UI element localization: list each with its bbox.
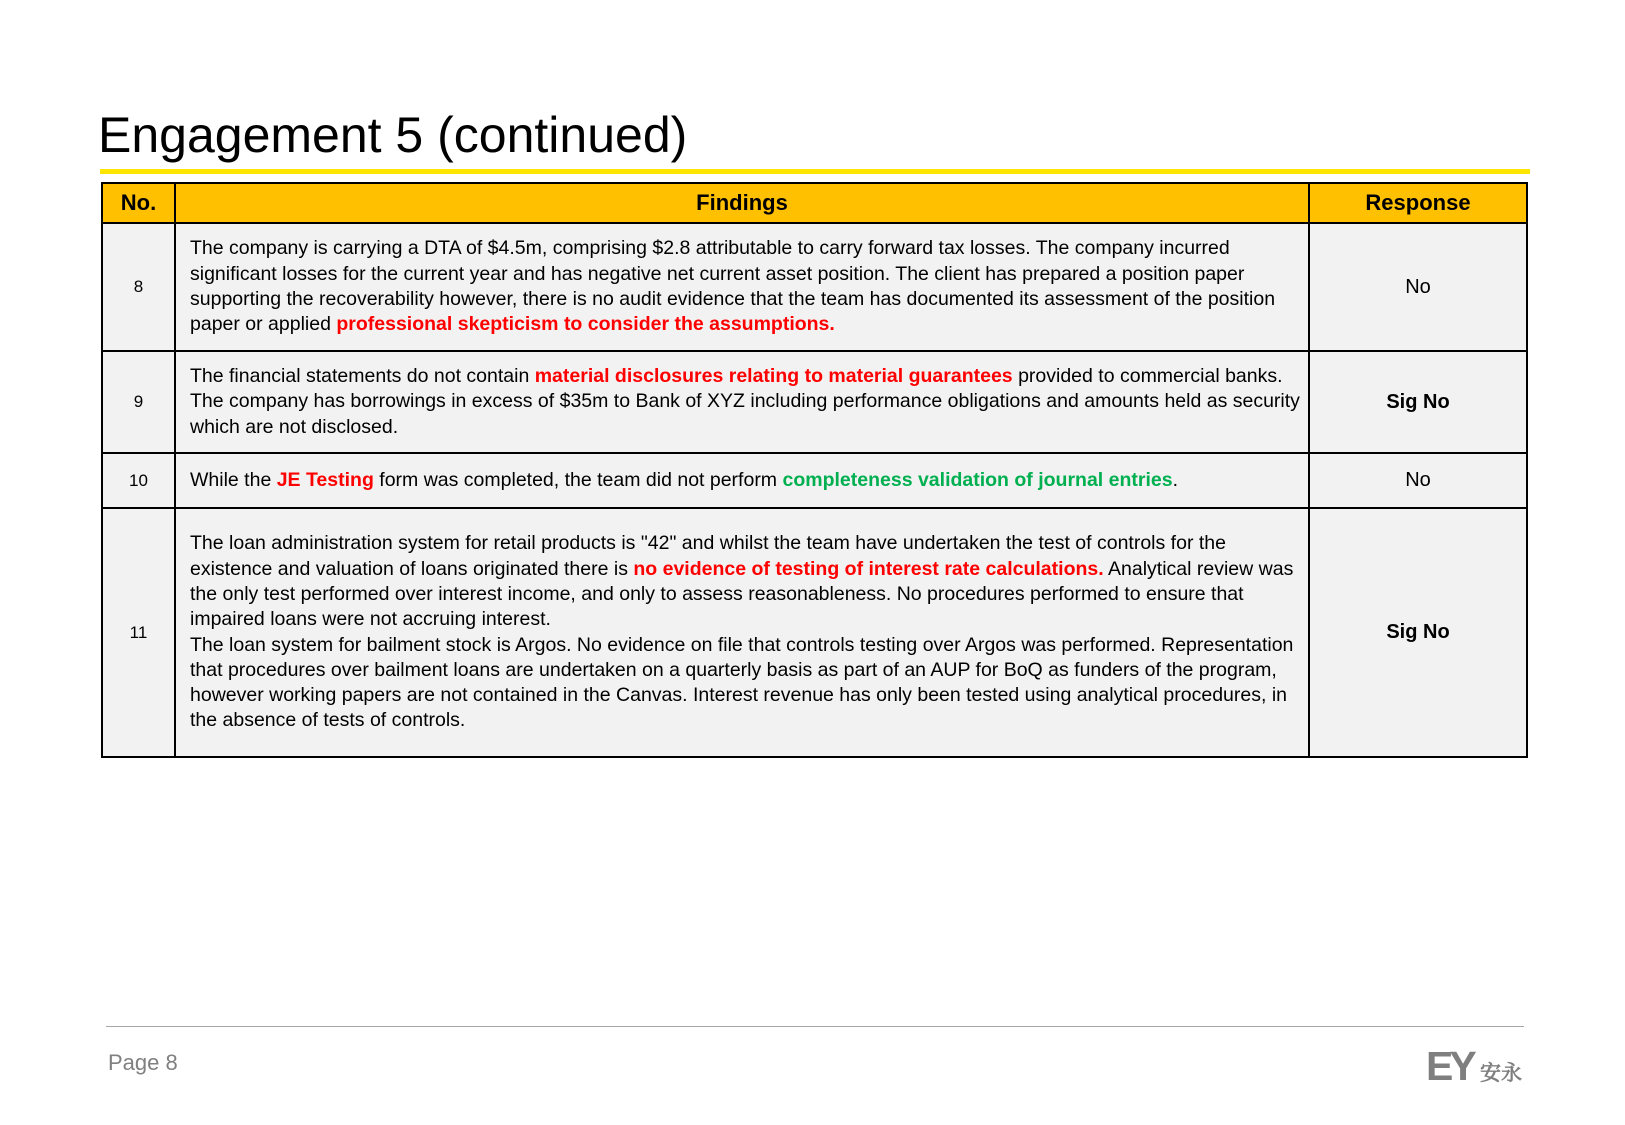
- response-value: Sig No: [1309, 508, 1527, 757]
- finding-segment: .: [1172, 468, 1179, 491]
- response-value: Sig No: [1309, 351, 1527, 453]
- footer-divider: [106, 1026, 1524, 1027]
- finding-segment: While the: [190, 468, 277, 491]
- title-underline: [100, 169, 1530, 174]
- table-row: [102, 453, 1527, 508]
- table-header-row: [102, 183, 1527, 223]
- finding-segment: Analytical review was the only test performed over interest income, and only to assess reasonableness. No procedures performed to ensure that impaired loans were not accruing interest.: [190, 557, 1294, 631]
- row-number: 11: [102, 508, 175, 757]
- row-number: 8: [102, 223, 175, 351]
- response-value: No: [1309, 453, 1527, 508]
- svg-text:安永: 安永: [1480, 1061, 1522, 1085]
- finding-text: [175, 453, 1309, 508]
- finding-highlight-red: no evidence of testing of interest rate calculations.: [633, 557, 1104, 580]
- findings-table: [101, 182, 1528, 758]
- page-title: Engagement 5 (continued): [98, 107, 688, 163]
- finding-highlight-green: completeness validation of journal entries: [782, 468, 1173, 491]
- finding-highlight-red: JE Testing: [276, 468, 374, 491]
- finding-highlight-red: professional skepticism to consider the assumptions.: [336, 313, 835, 336]
- finding-segment: The financial statements do not contain: [190, 365, 535, 388]
- table-row: [102, 351, 1527, 453]
- finding-segment: The loan administration system for retail products is "42" and whilst the team have undertaken the test of controls for the existence and valuation of loans originated there is: [190, 532, 1226, 580]
- row-number: 9: [102, 351, 175, 453]
- finding-highlight-red: material disclosures relating to material guarantees: [534, 365, 1013, 388]
- table-row: [102, 508, 1527, 757]
- table-row: [102, 223, 1527, 351]
- finding-segment: provided to commercial banks. The company has borrowings in excess of $35m to Bank of XYZ including performance obligations and amounts held as security which are not disclosed.: [190, 365, 1300, 438]
- svg-text:EY: EY: [1426, 1043, 1473, 1087]
- row-number: 10: [102, 453, 175, 508]
- column-header-no: No.: [102, 183, 175, 223]
- column-header-findings: Findings: [175, 183, 1309, 223]
- finding-segment: The loan system for bailment stock is Argos. No evidence on file that controls testing over Argos was performed. Representation that procedures over bailment loans are undertaken on a quarterly basis as part of an AUP for BoQ as funders of the program, however working papers are not contained in the Canvas. Interest revenue has only been tested using analytical procedures, in the absence of tests of controls.: [190, 633, 1294, 732]
- finding-text: [175, 351, 1309, 453]
- finding-segment: The company is carrying a DTA of $4.5m, comprising $2.8 attributable to carry forward tax losses. The company incurred significant losses for the current year and has negative net current asset position. The client has prepared a position paper supporting the recoverability however, there is no audit evidence that the team has documented its assessment of the position paper or applied: [190, 237, 1276, 336]
- finding-text: [175, 508, 1309, 757]
- ey-logo: [1426, 1043, 1528, 1087]
- response-value: No: [1309, 223, 1527, 351]
- finding-segment: form was completed, the team did not perform: [373, 468, 783, 491]
- column-header-response: Response: [1309, 183, 1527, 223]
- finding-text: [175, 223, 1309, 351]
- page-number: Page 8: [108, 1050, 178, 1075]
